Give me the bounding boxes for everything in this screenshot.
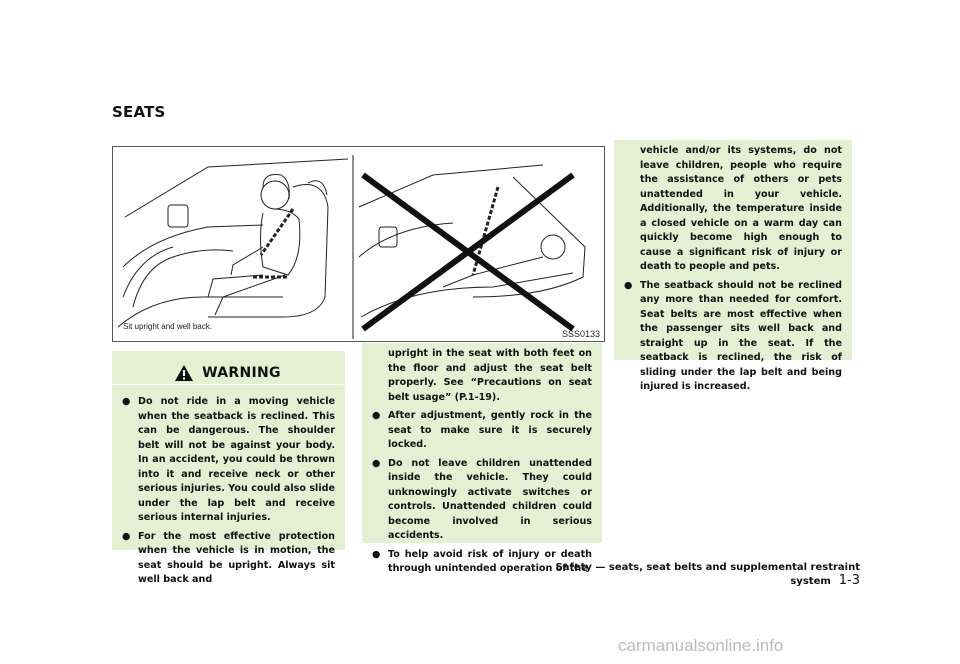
warning-title: WARNING — [202, 365, 281, 381]
list-item — [622, 279, 842, 395]
warning-continued-column-3 — [614, 140, 852, 392]
watermark: carmanualsonline.info — [618, 636, 784, 655]
seating-illustration — [112, 146, 605, 342]
seat-line-art — [113, 147, 605, 342]
warning-list — [370, 409, 592, 577]
bullet-icon: ● — [122, 396, 131, 407]
list-item-text: To help avoid risk of injury or death through unintended operation of the — [388, 548, 592, 574]
figure-caption: Sit upright and well back. — [123, 322, 212, 331]
warning-list — [120, 395, 335, 588]
footer-text: Safety — seats, seat belts and supplemental restraint system — [555, 562, 860, 587]
list-item — [120, 395, 335, 526]
page-number: 1-3 — [838, 573, 860, 588]
page-footer — [500, 562, 860, 588]
list-item-text: Do not leave children unattended inside the vehicle. They could unknowingly activate switches or controls. Unattended children could become involved in serious accidents. — [388, 457, 592, 541]
continued-paragraph: upright in the seat with both feet on the floor and adjust the seat belt properly. See “Precautions on seat belt usage” (P.1-19). — [388, 348, 592, 403]
warning-continued-column-2 — [362, 343, 602, 574]
list-item-text: For the most effective protection when the vehicle is in motion, the seat should be upright. Always sit well back and — [138, 530, 335, 585]
continued-paragraph: vehicle and/or its systems, do not leave children, people who require the assistance of others or pets unattended in your vehicle. Additionally, the temperature inside a closed vehicle on a warm day can quickly become high enough to cause a significant risk of injury or death to people and pets. — [640, 145, 842, 272]
list-item-text: After adjustment, gently rock in the seat to make sure it is securely locked. — [388, 410, 592, 450]
list-item — [370, 409, 592, 453]
list-item — [370, 457, 592, 544]
list-item — [120, 530, 335, 588]
list-item-text: Do not ride in a moving vehicle when the seatback is reclined. This can be dangerous. The shoulder belt will not be against your body. In an accident, you could be thrown into it and receive neck or other serious injuries. You could also slide under the lap belt and receive serious internal injuries. — [138, 396, 335, 523]
warning-divider — [112, 384, 345, 385]
bullet-icon: ● — [372, 457, 381, 469]
warning-list — [622, 279, 842, 395]
warning-box — [112, 351, 345, 585]
section-title: SEATS — [112, 103, 166, 121]
list-item-text: The seatback should not be reclined any more than needed for comfort. Seat belts are most effective when the passenger sits well back and straight up in the seat. If the seatback is reclined, the risk of sliding under the lap belt and being injured is increased. — [640, 279, 842, 392]
bullet-icon: ● — [372, 410, 381, 421]
warning-header — [120, 359, 335, 387]
warning-triangle-icon — [174, 364, 194, 382]
bullet-icon: ● — [122, 530, 131, 542]
bullet-icon: ● — [624, 279, 633, 291]
figure-code: SSS0133 — [561, 329, 600, 339]
bullet-icon: ● — [372, 548, 381, 560]
